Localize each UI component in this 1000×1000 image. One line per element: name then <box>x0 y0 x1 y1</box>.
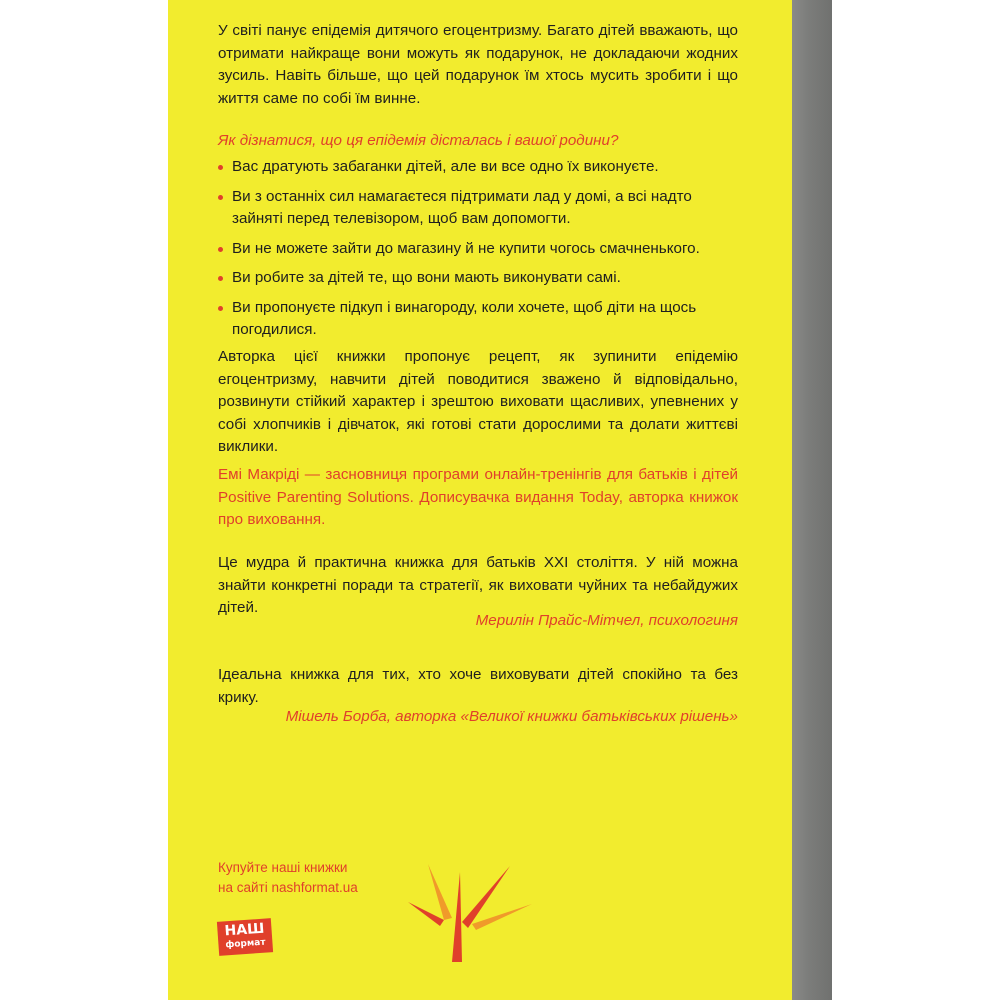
bullet-dot <box>218 195 223 200</box>
intro-paragraph: У світі панує епідемія дитячого егоцентризму. Багато дітей вважають, що отримати найкраще вони можуть як подарунок, не докладаючи жодних зусиль. Навіть більше, що цей подарунок їм хтось мусить зробити і що життя саме по собі їм винне. <box>218 22 738 107</box>
list-item <box>218 186 738 231</box>
logo-line-2: формат <box>225 937 266 951</box>
list-item <box>218 297 738 342</box>
shop-url: на сайті nashformat.ua <box>218 880 358 895</box>
quote-2-text: Ідеальна книжка для тих, хто хоче виховувати дітей спокійно та без крику. <box>218 666 738 706</box>
shop-promo <box>218 858 358 898</box>
bullet-dot <box>218 247 223 252</box>
question-heading: Як дізнатися, що ця епідемія дісталась і вашої родини? <box>218 132 619 149</box>
quote-1-text: Це мудра й практична книжка для батьків XXI століття. У ній можна знайти конкретні поради та стратегії, як виховати чуйних та небайдужих дітей. <box>218 554 738 616</box>
author-bio: Емі Макріді — засновниця програми онлайн-тренінгів для батьків і дітей Positive Parenting Solutions. Дописувачка видання Today, авторка книжок про виховання. <box>218 466 738 528</box>
description-paragraph: Авторка цієї книжки пропонує рецепт, як зупинити епідемію егоцентризму, навчити дітей поводитися зважено й відповідально, розвинути стійкий характер і зрештою виховати щасливих, упевнених у собі хлопчиків і дівчаток, які готові стати дорослими та долати життєві виклики. <box>218 348 738 455</box>
book-spine <box>792 0 832 1000</box>
burst-decoration-icon <box>400 862 540 970</box>
list-item <box>218 156 738 179</box>
list-item-text: Ви пропонуєте підкуп і винагороду, коли хочете, щоб діти на щось погодилися. <box>232 298 697 338</box>
list-item-text: Ви робите за дітей те, що вони мають виконувати самі. <box>232 269 621 286</box>
list-item <box>218 238 738 261</box>
logo-line-1: НАШ <box>224 920 265 940</box>
bullet-dot <box>218 165 223 170</box>
list-item-text: Вас дратують забаганки дітей, але ви все одно їх виконуєте. <box>232 158 659 175</box>
quote-1-attribution: Мерилін Прайс-Мітчел, психологиня <box>475 612 738 629</box>
list-item-text: Ви не можете зайти до магазину й не купити чогось смачненького. <box>232 239 700 257</box>
shop-line-1: Купуйте наші книжки <box>218 860 348 875</box>
intro-block <box>218 20 738 110</box>
publisher-logo <box>217 918 273 956</box>
symptoms-list <box>218 156 738 349</box>
list-item <box>218 267 738 290</box>
list-item-text: Ви з останніх сил намагаєтеся підтримати лад у домі, а всі надто зайняті перед телевізором, щоб вам допомогти. <box>232 187 692 227</box>
bullet-dot <box>218 276 223 281</box>
bullet-dot <box>218 306 223 311</box>
quote-2-attribution: Мішель Борба, авторка «Великої книжки батьківських рішень» <box>285 708 738 725</box>
